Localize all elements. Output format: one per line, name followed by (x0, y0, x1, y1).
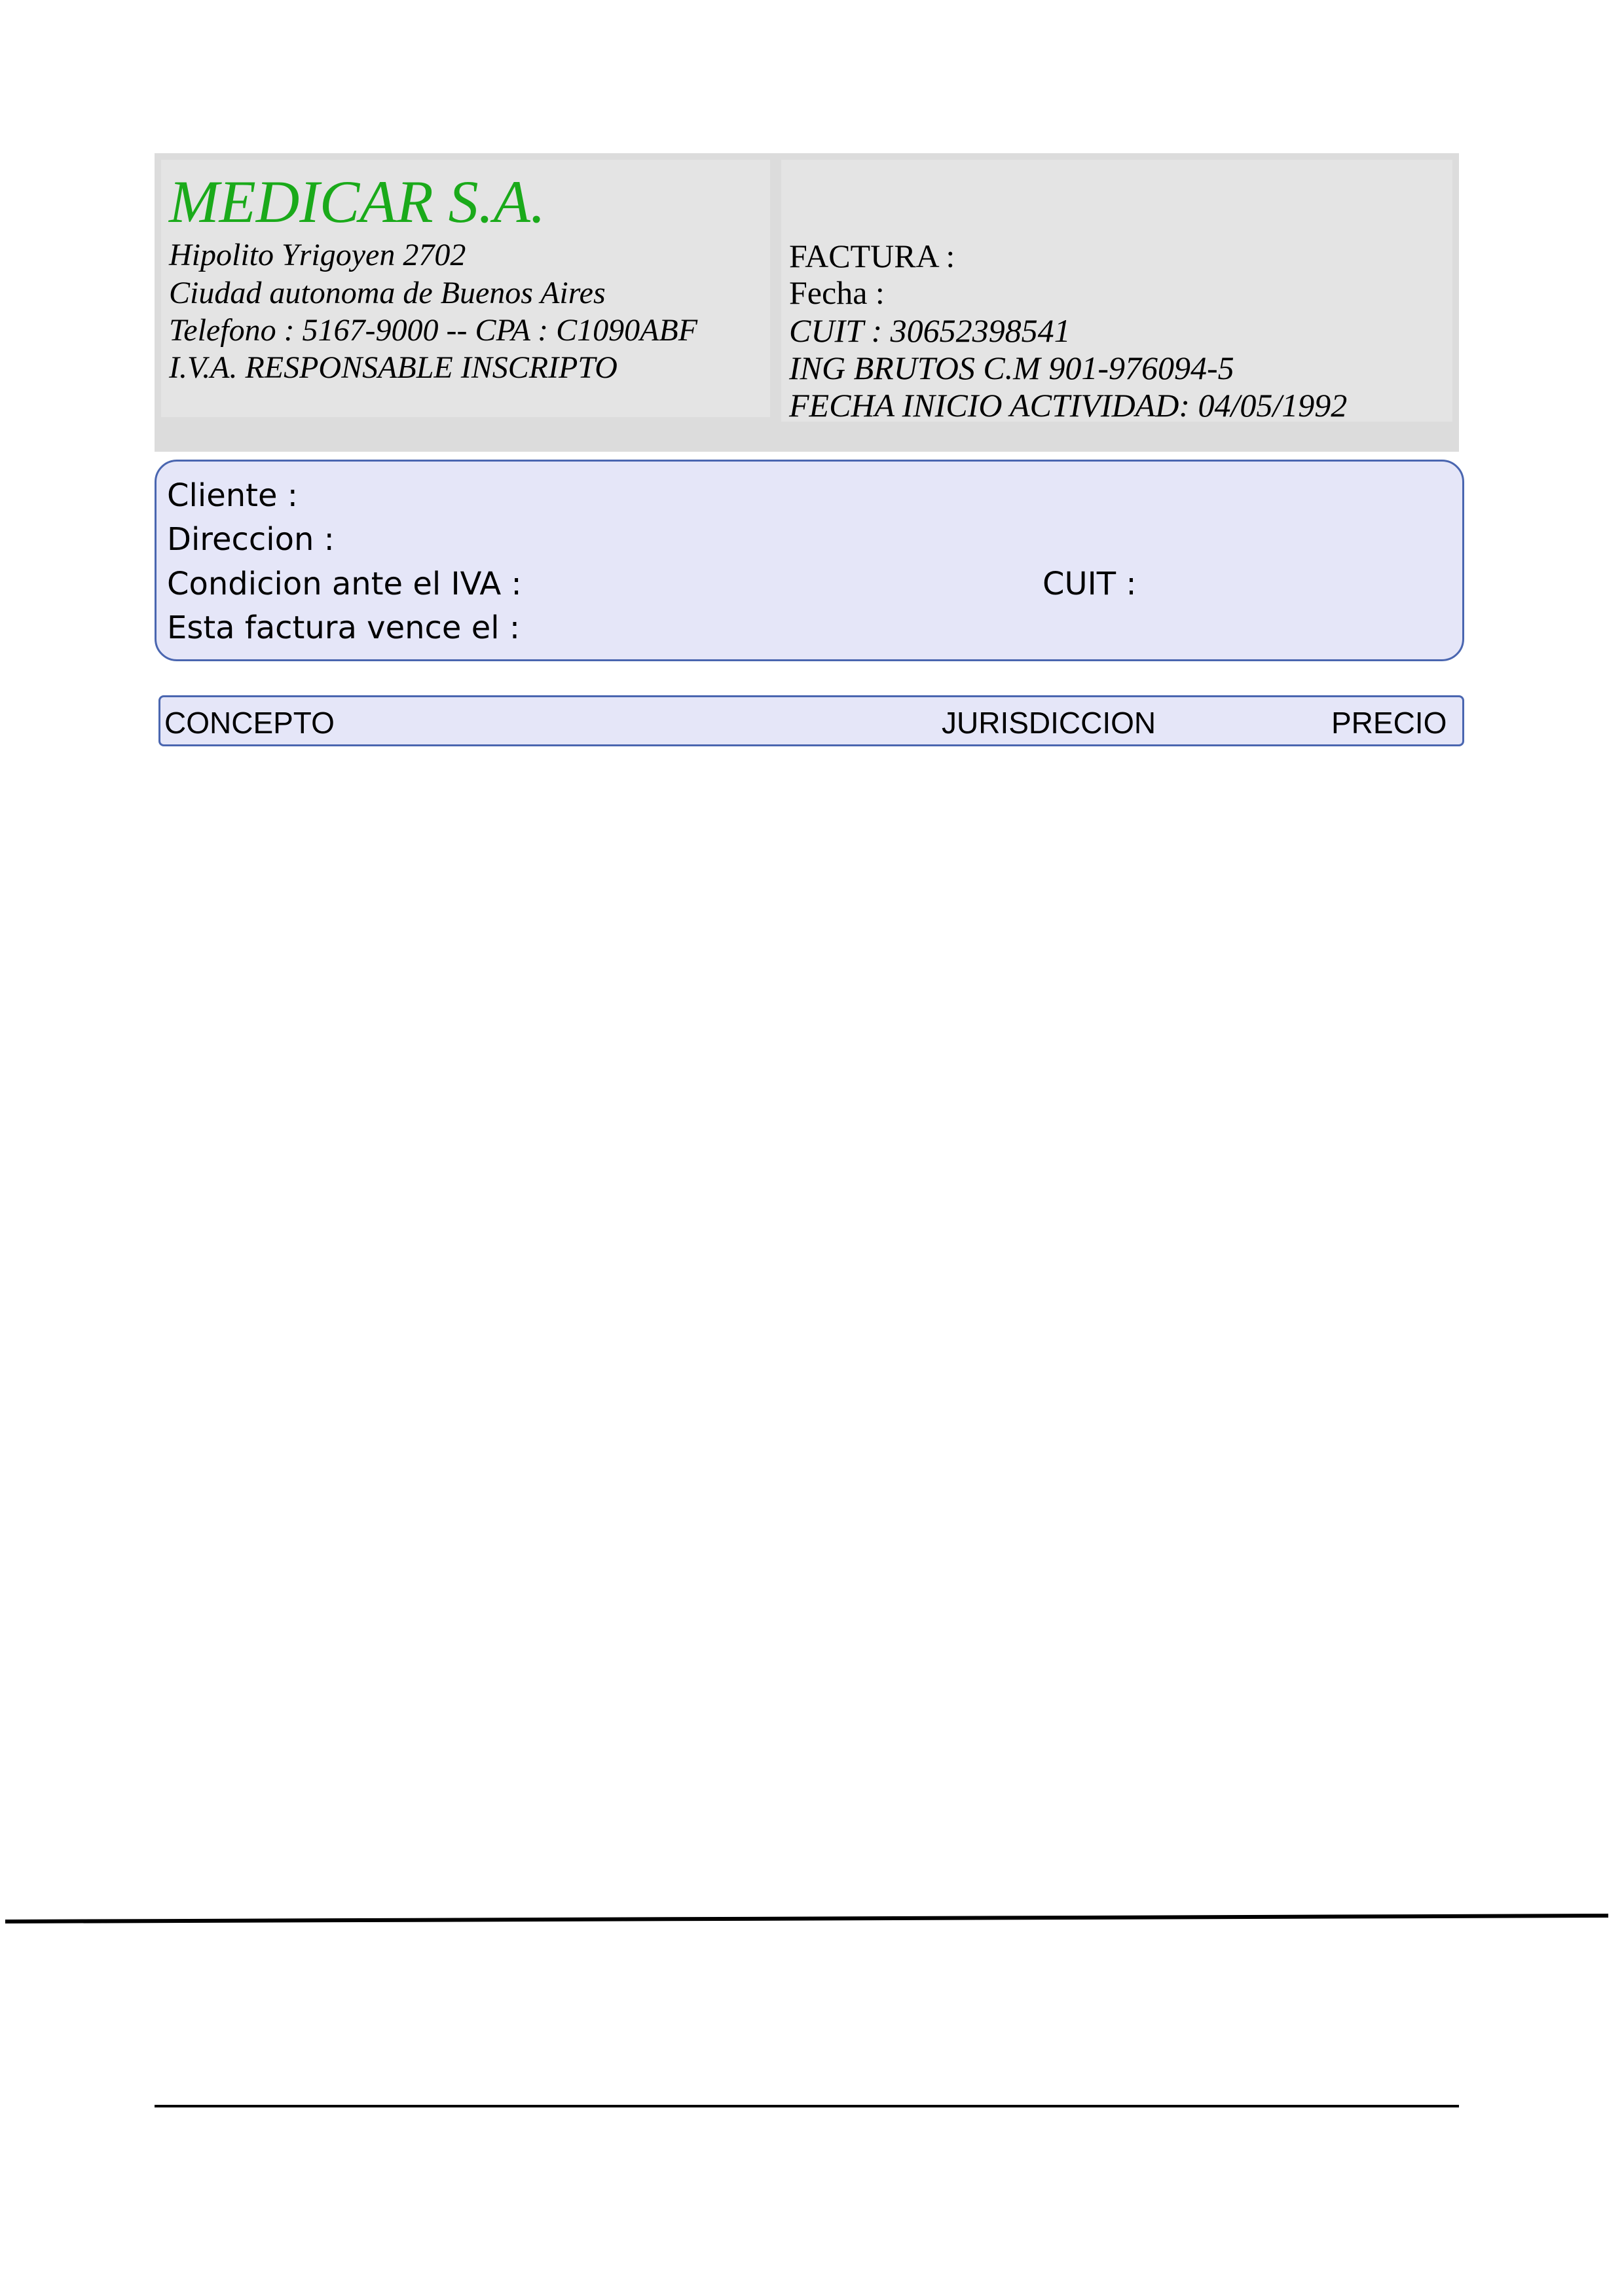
vencimiento-label: Esta factura vence el : (167, 610, 521, 646)
company-info-panel (161, 160, 770, 417)
ing-brutos: ING BRUTOS C.M 901-976094-5 (789, 350, 1234, 386)
fecha-inicio-actividad: FECHA INICIO ACTIVIDAD: 04/05/1992 (789, 387, 1348, 424)
direccion-label: Direccion : (167, 521, 335, 558)
column-concepto: CONCEPTO (164, 706, 335, 740)
totals-divider-line (5, 1916, 1608, 1922)
column-precio: PRECIO (1331, 706, 1447, 740)
company-address: Hipolito Yrigoyen 2702 (169, 238, 466, 272)
company-phone-cpa: Telefono : 5167-9000 -- CPA : C1090ABF (169, 313, 698, 348)
company-name: MEDICAR S.A. (169, 168, 545, 235)
company-city: Ciudad autonoma de Buenos Aires (169, 276, 606, 310)
factura-label: FACTURA : (789, 238, 955, 274)
invoice-info-panel (781, 160, 1452, 422)
company-iva-status: I.V.A. RESPONSABLE INSCRIPTO (169, 350, 618, 385)
cliente-label: Cliente : (167, 477, 298, 514)
column-jurisdiccion: JURISDICCION (942, 706, 1156, 740)
invoice-header (155, 153, 1459, 452)
client-info-box (155, 460, 1464, 661)
items-column-header (158, 695, 1464, 746)
condicion-iva-label: Condicion ante el IVA : (167, 566, 522, 602)
client-cuit-label: CUIT : (1043, 566, 1137, 602)
fecha-label: Fecha : (789, 274, 885, 311)
company-cuit: CUIT : 30652398541 (789, 312, 1071, 349)
